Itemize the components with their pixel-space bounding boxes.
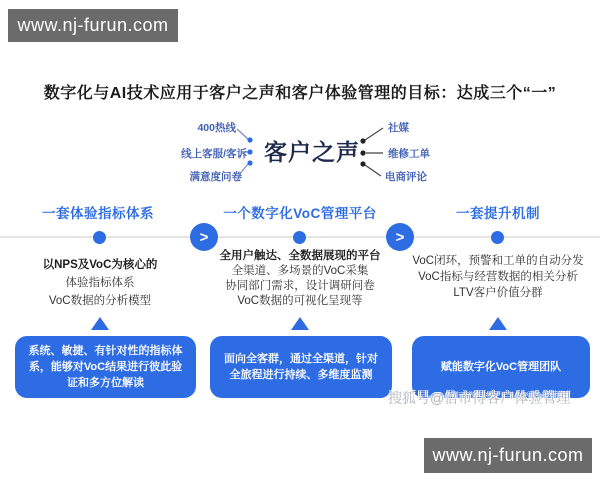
column-text-improvement <box>398 253 598 301</box>
channel-label-repair-ticket: 维修工单 <box>388 148 430 160</box>
channel-label-ecommerce-review: 电商评论 <box>385 171 427 183</box>
triangle-up-icon-1 <box>91 317 109 330</box>
text-line: VoC数据的可视化呈现等 <box>237 295 363 307</box>
text-line: 全渠道、多场景的VoC采集 <box>231 265 369 277</box>
callout-box-metric-system <box>15 336 196 398</box>
text-line: 全用户触达、全数据展现的平台 <box>219 250 381 262</box>
timeline-dot-2 <box>293 231 306 244</box>
text-line: 体验指标体系 <box>65 277 135 289</box>
triangle-up-icon-2 <box>291 317 309 330</box>
text-line: 协同部门需求，设计调研问卷 <box>225 280 375 292</box>
arrow-glyph: > <box>395 228 405 246</box>
timeline-dot-1 <box>93 231 106 244</box>
channel-label-social-media: 社媒 <box>388 122 409 134</box>
timeline-dot-3 <box>491 231 504 244</box>
hub-center-label: 客户之声 <box>264 139 360 165</box>
callout-text: 系统、敏捷、有针对性的指标体系，能够对VoC结果进行彼此验证和多方位解读 <box>28 345 183 389</box>
text-line: VoC指标与经营数据的相关分析 <box>418 271 578 283</box>
channel-label-online-service: 线上客服/客诉 <box>181 148 247 160</box>
triangle-up-icon-3 <box>489 317 507 330</box>
site-watermark-top <box>8 9 178 42</box>
page-title: 数字化与AI技术应用于客户之声和客户体验管理的目标：达成三个“一” <box>43 85 557 102</box>
site-watermark-top-text: www.nj-furun.com <box>17 15 169 35</box>
callout-box-voc-platform <box>210 336 392 398</box>
callout-text: 面向全客群，通过全渠道，针对全旅程进行持续、多维度监测 <box>224 353 378 381</box>
channel-label-hotline: 400热线 <box>197 122 236 134</box>
arrow-circle-icon-2 <box>386 223 414 251</box>
column-header-metric-system: 一套体验指标体系 <box>42 206 154 221</box>
channel-label-survey: 满意度问卷 <box>189 171 242 183</box>
callout-text: 赋能数字化VoC管理团队 <box>440 361 562 373</box>
arrow-circle-icon-1 <box>190 223 218 251</box>
site-watermark-bottom-text: www.nj-furun.com <box>432 445 584 465</box>
sohu-watermark: 搜狐号@倍市得客户体验管理 <box>388 390 571 406</box>
text-line: LTV客户价值分群 <box>453 287 543 299</box>
site-watermark-bottom <box>424 438 592 473</box>
text-line: VoC数据的分析模型 <box>48 295 152 307</box>
column-header-voc-platform: 一个数字化VoC管理平台 <box>223 206 377 221</box>
column-text-metric-system <box>5 256 195 310</box>
column-text-voc-platform <box>205 249 395 309</box>
text-line: 以NPS及VoC为核心的 <box>42 259 158 271</box>
text-line: VoC闭环，预警和工单的自动分发 <box>412 255 584 267</box>
arrow-glyph: > <box>199 228 209 246</box>
column-header-improvement: 一套提升机制 <box>456 206 540 221</box>
